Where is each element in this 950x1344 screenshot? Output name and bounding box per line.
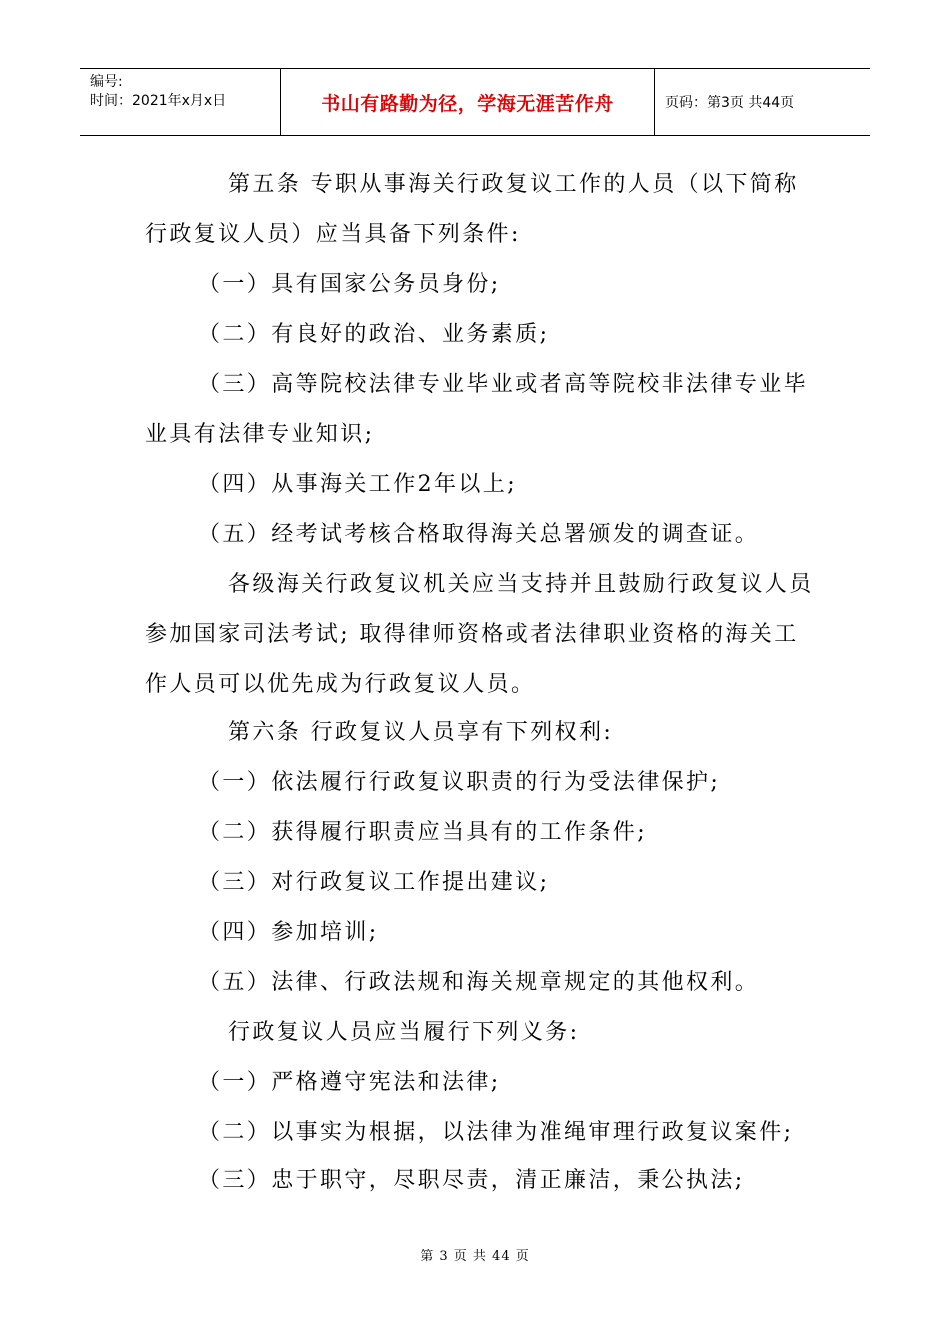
header-meta	[80, 69, 281, 135]
header-page-info: 页码：第3页 共44页	[665, 95, 795, 111]
text-line: （二）获得履行职责应当具有的工作条件;	[198, 820, 648, 845]
header-motto: 书山有路勤为径，学海无涯苦作舟	[281, 69, 655, 135]
document-header	[80, 68, 870, 136]
text-line: （五）经考试考核合格取得海关总署颁发的调查证。	[198, 522, 760, 547]
text-line: 行政复议人员）应当具备下列条件:	[145, 222, 521, 247]
text-line: （一）严格遵守宪法和法律;	[198, 1070, 501, 1095]
text-line: 业具有法律专业知识;	[145, 422, 375, 447]
text-line: 行政复议人员应当履行下列义务:	[228, 1020, 580, 1045]
text-line: 作人员可以优先成为行政复议人员。	[145, 672, 536, 697]
text-line: （一）依法履行行政复议职责的行为受法律保护;	[198, 770, 721, 795]
text-line: （四）参加培训;	[198, 920, 379, 945]
text-line: 第五条 专职从事海关行政复议工作的人员（以下简称	[228, 172, 799, 197]
text-line: 第六条 行政复议人员享有下列权利:	[228, 720, 614, 745]
number-label: 编号:	[90, 74, 123, 90]
text-line: （二）有良好的政治、业务素质;	[198, 322, 550, 347]
text-line: （四）从事海关工作2年以上;	[198, 472, 518, 497]
text-line: （三）高等院校法律专业毕业或者高等院校非法律专业毕	[198, 372, 809, 397]
page-footer: 第 3 页 共 44 页	[420, 1249, 530, 1264]
text-line: （三）忠于职守，尽职尽责，清正廉洁，秉公执法;	[198, 1168, 745, 1193]
text-line: （一）具有国家公务员身份;	[198, 272, 501, 297]
text-line: 各级海关行政复议机关应当支持并且鼓励行政复议人员	[228, 572, 814, 597]
text-line: （二）以事实为根据，以法律为准绳审理行政复议案件;	[198, 1120, 794, 1145]
text-line: 参加国家司法考试; 取得律师资格或者法律职业资格的海关工	[145, 622, 799, 647]
time-label: 时间：2021年x月x日	[90, 93, 227, 109]
text-line: （三）对行政复议工作提出建议;	[198, 870, 550, 895]
text-line: （五）法律、行政法规和海关规章规定的其他权利。	[198, 970, 760, 995]
